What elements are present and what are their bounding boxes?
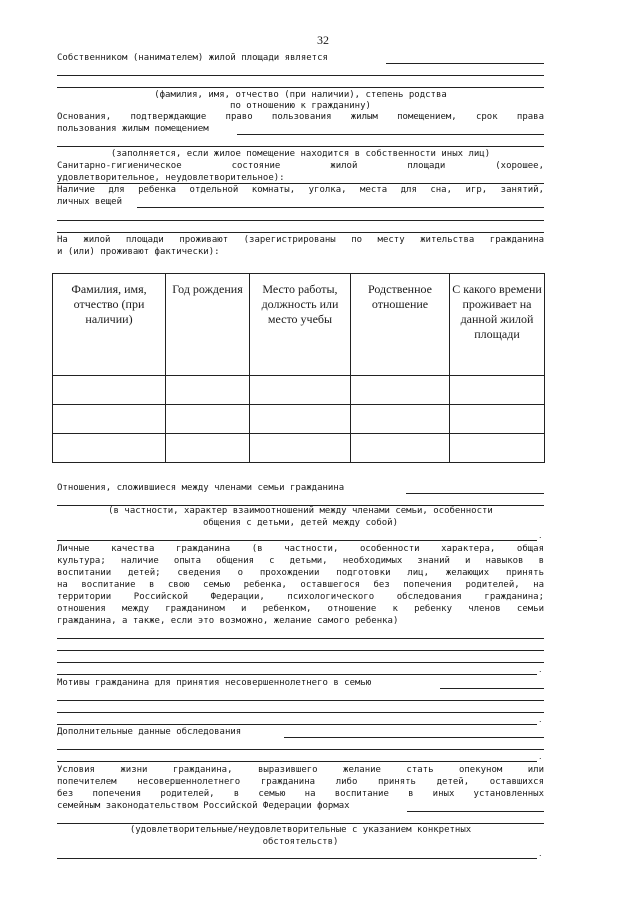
personal-line-1: Личные качества гражданина (в частности, особенности характера, общая — [57, 544, 544, 554]
residents-line-1: На жилой площади проживают (зарегистрированы по месту жительства гражданина — [57, 235, 544, 245]
room-line-1: Наличие для ребенка отдельной комнаты, уголка, места для сна, игр, занятий, — [57, 185, 544, 195]
room-input-line-2[interactable] — [57, 220, 544, 221]
room-input-line-1[interactable] — [137, 207, 544, 208]
header-workplace: Место работы, должность или место учебы — [250, 274, 351, 376]
motives-input-line-1[interactable] — [440, 688, 544, 689]
sanitary-line-1: Санитарно-гигиеническое состояние жилой площади (хорошее, — [57, 161, 544, 171]
room-input-line-3[interactable] — [57, 232, 544, 233]
residents-table — [52, 273, 545, 463]
personal-input-line-2[interactable] — [57, 650, 544, 651]
relations-hint-1: (в частности, характер взаимоотношений между членами семьи, особенности — [108, 506, 493, 516]
table-cell[interactable] — [53, 405, 166, 434]
conditions-hint-1: (удовлетворительные/неудовлетворительные с указанием конкретных — [129, 825, 472, 835]
table-cell[interactable] — [166, 434, 250, 463]
grounds-hint: (заполняется, если жилое помещение находится в собственности иных лиц) — [110, 149, 491, 159]
header-since-when: С какого времени проживает на данной жилой площади — [450, 274, 545, 376]
grounds-line-2: пользования жилым помещением — [57, 124, 209, 134]
period-mark: . — [539, 664, 542, 674]
relations-input-line-1[interactable] — [406, 493, 544, 494]
table-cell[interactable] — [166, 405, 250, 434]
owner-hint-1: (фамилия, имя, отчество (при наличии), степень родства — [154, 90, 447, 100]
grounds-line-1: Основания, подтверждающие право пользования жилым помещением, срок права — [57, 112, 544, 122]
conditions-line-4: семейным законодательством Российской Федерации формах — [57, 801, 350, 811]
personal-line-2: культура; наличие опыта общения с детьми, необходимых знаний и навыков в — [57, 556, 544, 566]
personal-line-4: на воспитание в свою семью ребенка, оставшегося без попечения родителей, на — [57, 580, 544, 590]
grounds-input-line-2[interactable] — [57, 146, 544, 147]
owner-input-line-2[interactable] — [57, 75, 544, 76]
table-row — [53, 376, 545, 405]
personal-input-line-4[interactable] — [57, 674, 537, 675]
table-cell[interactable] — [450, 434, 545, 463]
relations-label: Отношения, сложившиеся между членами семьи гражданина — [57, 483, 345, 493]
table-cell[interactable] — [53, 434, 166, 463]
additional-label: Дополнительные данные обследования — [57, 727, 242, 737]
period-mark: . — [539, 848, 542, 858]
grounds-input-line-1[interactable] — [237, 134, 544, 135]
table-cell[interactable] — [250, 376, 351, 405]
header-birth-year: Год рождения — [166, 274, 250, 376]
table-row — [53, 405, 545, 434]
additional-input-line-1[interactable] — [284, 737, 544, 738]
personal-line-7: гражданина, а также, если это возможно, желание самого ребенка) — [57, 616, 399, 626]
period-mark: . — [539, 530, 542, 540]
period-mark: . — [539, 714, 542, 724]
conditions-input-line-1[interactable] — [407, 811, 544, 812]
personal-line-5: территории Российской Федерации, психологического обследования гражданина; — [57, 592, 544, 602]
personal-line-6: отношения между гражданином и ребенком, отношение к ребенку членов семьи — [57, 604, 544, 614]
conditions-line-1: Условия жизни гражданина, выразившего желание стать опекуном или — [57, 765, 544, 775]
residents-line-2: и (или) проживают фактически): — [57, 247, 220, 257]
page-number: 32 — [317, 33, 329, 47]
table-cell[interactable] — [250, 434, 351, 463]
header-relation: Родственное отношение — [351, 274, 450, 376]
owner-input-line-1[interactable] — [386, 63, 544, 64]
owner-input-line-3[interactable] — [57, 87, 544, 88]
table-cell[interactable] — [351, 376, 450, 405]
period-mark: . — [539, 751, 542, 761]
personal-line-3: воспитании детей; сведения о прохождении подготовки лиц, желающих принять — [57, 568, 544, 578]
personal-input-line-3[interactable] — [57, 662, 544, 663]
motives-input-line-2[interactable] — [57, 700, 544, 701]
table-cell[interactable] — [166, 376, 250, 405]
motives-input-line-3[interactable] — [57, 712, 544, 713]
owner-label: Собственником (нанимателем) жилой площади является — [57, 53, 328, 63]
table-cell[interactable] — [450, 405, 545, 434]
motives-input-line-4[interactable] — [57, 724, 537, 725]
relations-hint-2: общения с детьми, детей между собой) — [202, 518, 399, 528]
relations-input-line-3[interactable] — [57, 540, 537, 541]
conditions-input-line-3[interactable] — [57, 858, 537, 859]
header-full-name: Фамилия, имя, отчество (при наличии) — [53, 274, 166, 376]
motives-label: Мотивы гражданина для принятия несовершеннолетнего в семью — [57, 678, 372, 688]
additional-input-line-2[interactable] — [57, 749, 544, 750]
table-cell[interactable] — [53, 376, 166, 405]
table-cell[interactable] — [351, 405, 450, 434]
table-cell[interactable] — [351, 434, 450, 463]
personal-input-line-1[interactable] — [57, 638, 544, 639]
conditions-hint-2: обстоятельств) — [262, 837, 339, 847]
table-header-row — [53, 274, 545, 376]
table-row — [53, 434, 545, 463]
room-line-2: личных вещей — [57, 197, 123, 207]
table-cell[interactable] — [450, 376, 545, 405]
conditions-line-2: попечителем несовершеннолетнего гражданина либо принять детей, оставшихся — [57, 777, 544, 787]
additional-input-line-3[interactable] — [57, 761, 537, 762]
table-cell[interactable] — [250, 405, 351, 434]
sanitary-line-2: удовлетворительное, неудовлетворительное): — [57, 173, 285, 183]
owner-hint-2: по отношению к гражданину) — [230, 101, 371, 111]
conditions-line-3: без попечения родителей, в семью на воспитание в иных установленных — [57, 789, 544, 799]
